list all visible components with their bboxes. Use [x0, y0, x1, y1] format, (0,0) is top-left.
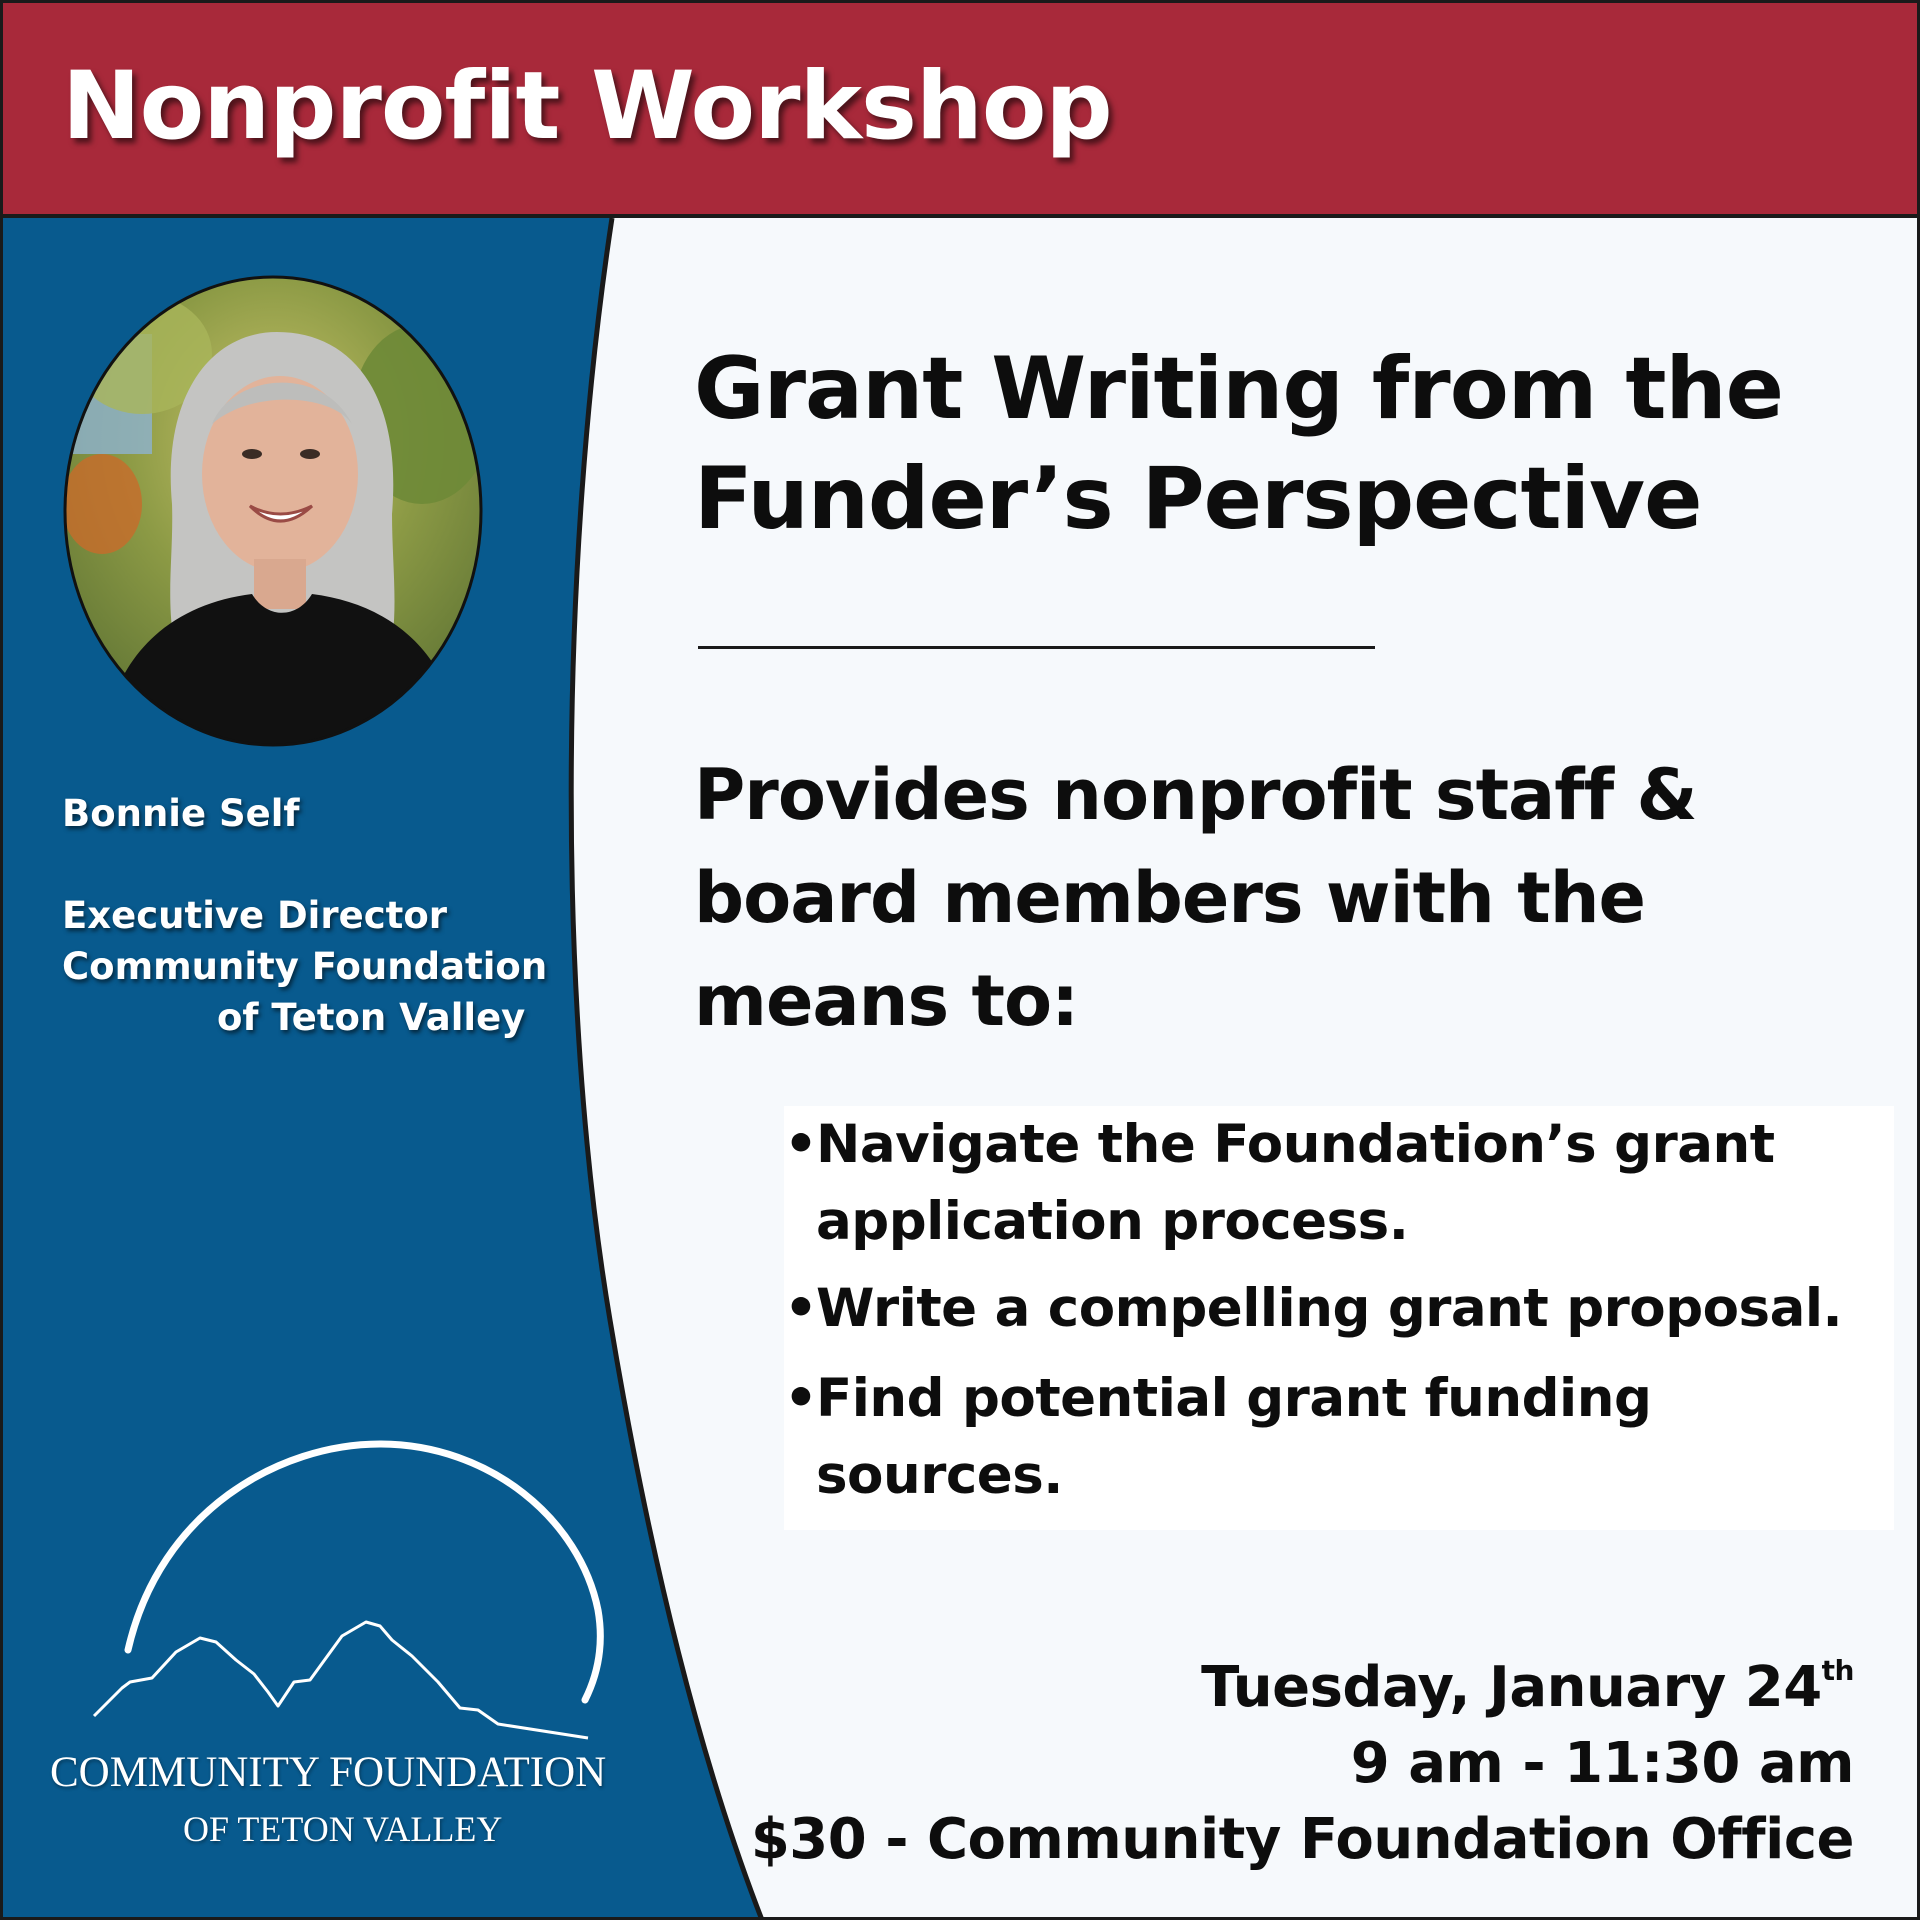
bullet-icon: • [784, 1114, 818, 1175]
speaker-org-line2: of Teton Valley [217, 996, 526, 1039]
bullet-1-line-2: application process. [816, 1191, 1409, 1252]
logo-text-line1: COMMUNITY FOUNDATION [50, 1749, 607, 1796]
intro-line-1: Provides nonprofit staff & [694, 754, 1697, 836]
bullet-3-line-2: sources. [816, 1445, 1063, 1506]
speaker-org-line1: Community Foundation [62, 945, 548, 988]
event-details [751, 1650, 1854, 1878]
speaker-name: Bonnie Self [62, 792, 300, 835]
bullet-list [784, 1106, 1894, 1530]
speaker-info [62, 788, 548, 1043]
bullet-icon: • [784, 1368, 818, 1429]
list-item [784, 1270, 1842, 1347]
intro-line-3: means to: [694, 960, 1079, 1042]
list-item [784, 1106, 1775, 1260]
list-item [784, 1360, 1651, 1514]
bullet-3-line-1: Find potential grant funding [816, 1368, 1652, 1429]
speaker-role: Executive Director [62, 894, 447, 937]
event-date-text: Tuesday, January 24 [1201, 1655, 1822, 1720]
header-banner [0, 0, 1920, 218]
title-divider [698, 646, 1375, 649]
intro-text [694, 744, 1874, 1053]
mountain-arc-logo-icon [40, 1430, 650, 1760]
event-date-suffix: th [1821, 1654, 1854, 1687]
intro-line-2: board members with the [694, 857, 1646, 939]
title-line-2: Funder’s Perspective [694, 449, 1702, 549]
speaker-portrait-icon [62, 274, 484, 748]
logo-text-line2: OF TETON VALLEY [183, 1809, 503, 1849]
bullet-2-line-1: Write a compelling grant proposal. [816, 1278, 1843, 1339]
bullet-icon: • [784, 1278, 818, 1339]
event-cost-location: $30 - Community Foundation Office [750, 1807, 1854, 1872]
header-title: Nonprofit Workshop [62, 52, 1112, 161]
workshop-title [694, 334, 1874, 554]
event-time: 9 am - 11:30 am [1350, 1731, 1854, 1796]
title-line-1: Grant Writing from the [694, 339, 1783, 439]
bullet-1-line-1: Navigate the Foundation’s grant [816, 1114, 1775, 1175]
event-date [751, 1650, 1854, 1726]
